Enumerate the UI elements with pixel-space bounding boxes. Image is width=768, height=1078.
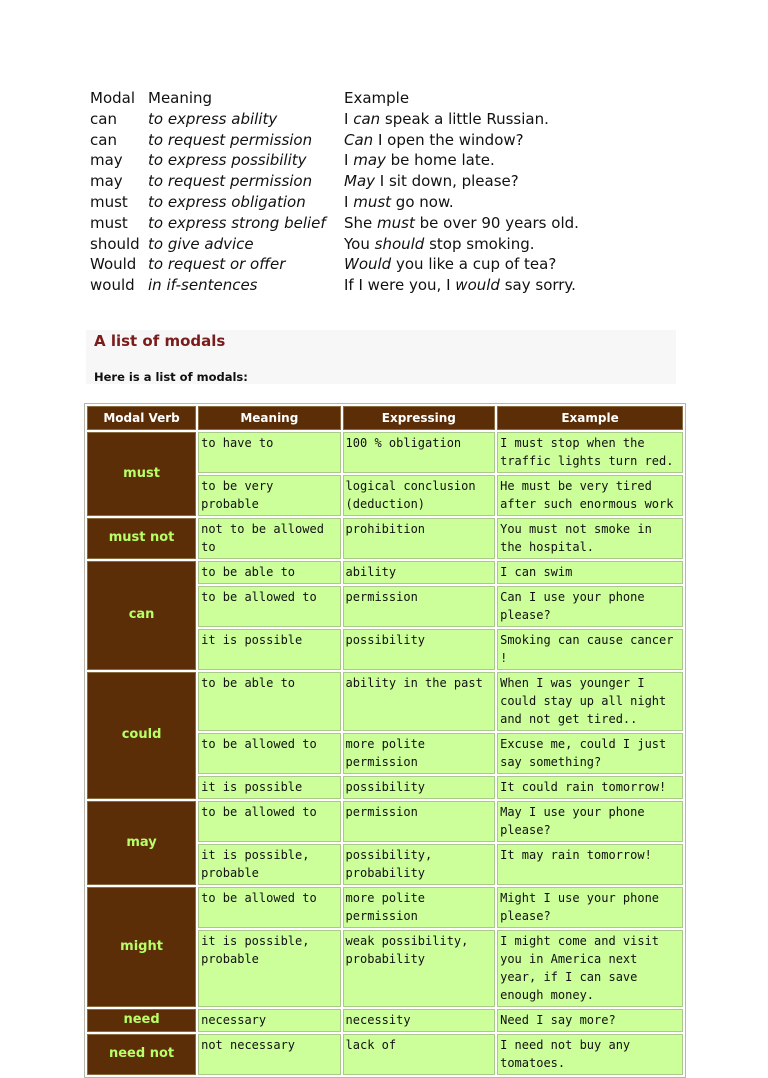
cell-expressing: possibility — [343, 776, 496, 799]
row-meaning: to give advice — [148, 234, 254, 253]
cell-expressing: permission — [343, 586, 496, 627]
example-pre: She — [344, 213, 378, 232]
row-example — [342, 192, 583, 213]
cell-expressing: ability in the past — [343, 672, 496, 731]
example-modal-emphasis: May — [344, 172, 376, 191]
top-table-row — [88, 192, 583, 213]
row-meaning: in if-sentences — [148, 276, 258, 295]
top-header-example: Example — [344, 89, 410, 107]
cell-meaning: not necessary — [198, 1034, 340, 1075]
header-meaning: Meaning — [198, 406, 340, 430]
cell-example: May I use your phone please? — [497, 801, 683, 842]
cell-example: When I was younger I could stay up all night and not get tired.. — [497, 672, 683, 731]
cell-meaning: necessary — [198, 1009, 340, 1032]
modal-verb-cell: may — [87, 801, 196, 885]
table-row — [87, 518, 683, 559]
cell-expressing: more polite permission — [343, 887, 496, 928]
cell-meaning: to be able to — [198, 672, 340, 731]
example-post: be over 90 years old. — [414, 213, 579, 232]
modal-verb-cell: need not — [87, 1034, 196, 1075]
table-row — [87, 887, 683, 928]
example-post: stop smoking. — [424, 234, 535, 253]
row-modal: should — [90, 234, 140, 253]
top-table-row — [88, 275, 583, 296]
table-row — [87, 801, 683, 842]
cell-meaning: to be allowed to — [198, 586, 340, 627]
cell-meaning: not to be allowed to — [198, 518, 340, 559]
cell-expressing: weak possibility, probability — [343, 930, 496, 1007]
modal-verb-cell: need — [87, 1009, 196, 1032]
cell-meaning: to have to — [198, 432, 340, 473]
row-example — [342, 109, 583, 130]
cell-expressing: prohibition — [343, 518, 496, 559]
example-pre: If I were you, I — [344, 276, 456, 295]
example-modal-emphasis: may — [353, 151, 386, 170]
cell-expressing: possibility, probability — [343, 844, 496, 885]
cell-meaning: it is possible — [198, 776, 340, 799]
example-pre: I — [344, 151, 354, 170]
row-modal: can — [90, 130, 117, 149]
example-post: I sit down, please? — [375, 172, 519, 191]
cell-meaning: it is possible — [198, 629, 340, 670]
header-modal-verb: Modal Verb — [87, 406, 196, 430]
cell-meaning: to be able to — [198, 561, 340, 584]
top-header-modal: Modal — [90, 89, 135, 107]
example-post: go now. — [391, 192, 454, 211]
cell-expressing: permission — [343, 801, 496, 842]
cell-example: Smoking can cause cancer ! — [497, 629, 683, 670]
row-modal: must — [90, 213, 128, 232]
cell-example: It may rain tomorrow! — [497, 844, 683, 885]
example-post: you like a cup of tea? — [391, 255, 557, 274]
row-modal: Would — [90, 255, 137, 274]
example-modal-emphasis: can — [353, 109, 381, 128]
modal-meaning-example-table — [88, 88, 583, 296]
modals-list-section — [86, 330, 676, 384]
header-example: Example — [497, 406, 683, 430]
row-example — [342, 254, 583, 275]
row-modal: may — [90, 151, 123, 170]
table-row — [87, 561, 683, 584]
modal-verb-cell: can — [87, 561, 196, 670]
cell-expressing: lack of — [343, 1034, 496, 1075]
top-table-row — [88, 213, 583, 234]
cell-meaning: it is possible, probable — [198, 844, 340, 885]
cell-example: He must be very tired after such enormous work — [497, 475, 683, 516]
example-post: I open the window? — [373, 130, 524, 149]
row-meaning: to express ability — [148, 109, 278, 128]
top-table-header-row — [88, 88, 583, 109]
modal-verbs-table — [84, 403, 686, 1078]
table-row — [87, 1034, 683, 1075]
modal-verb-cell: must — [87, 432, 196, 516]
example-post: be home late. — [385, 151, 495, 170]
example-pre: I — [344, 192, 354, 211]
table-row — [87, 432, 683, 473]
cell-meaning: to be allowed to — [198, 733, 340, 774]
cell-expressing: 100 % obligation — [343, 432, 496, 473]
row-example — [342, 275, 583, 296]
top-table-row — [88, 171, 583, 192]
example-post: say sorry. — [499, 276, 576, 295]
example-pre: You — [344, 234, 375, 253]
top-table-row — [88, 109, 583, 130]
row-meaning: to express obligation — [148, 192, 306, 211]
row-modal: would — [90, 276, 135, 295]
cell-example: I can swim — [497, 561, 683, 584]
top-header-meaning: Meaning — [148, 89, 213, 107]
header-expressing: Expressing — [343, 406, 496, 430]
top-table-row — [88, 150, 583, 171]
section-intro: Here is a list of modals: — [94, 370, 248, 384]
cell-example: I must stop when the traffic lights turn red. — [497, 432, 683, 473]
row-meaning: to express possibility — [148, 151, 307, 170]
row-modal: can — [90, 109, 117, 128]
cell-meaning: it is possible, probable — [198, 930, 340, 1007]
row-modal: must — [90, 192, 128, 211]
example-modal-emphasis: Would — [344, 255, 392, 274]
example-pre: I — [344, 109, 354, 128]
row-modal: may — [90, 172, 123, 191]
cell-example: I might come and visit you in America next year, if I can save enough money. — [497, 930, 683, 1007]
cell-expressing: more polite permission — [343, 733, 496, 774]
modal-verb-cell: must not — [87, 518, 196, 559]
example-modal-emphasis: Can — [344, 130, 374, 149]
modal-verb-cell: might — [87, 887, 196, 1007]
cell-expressing: logical conclusion (deduction) — [343, 475, 496, 516]
top-table-row — [88, 234, 583, 255]
row-meaning: to request permission — [148, 172, 313, 191]
row-meaning: to express strong belief — [148, 213, 326, 232]
cell-meaning: to be allowed to — [198, 887, 340, 928]
cell-expressing: possibility — [343, 629, 496, 670]
example-modal-emphasis: should — [374, 234, 425, 253]
top-table-row — [88, 130, 583, 151]
cell-example: Can I use your phone please? — [497, 586, 683, 627]
section-title: A list of modals — [94, 332, 226, 350]
row-example — [342, 130, 583, 151]
example-modal-emphasis: must — [353, 192, 392, 211]
example-post: speak a little Russian. — [380, 109, 549, 128]
cell-expressing: necessity — [343, 1009, 496, 1032]
modal-table-header-row — [87, 406, 683, 430]
row-meaning: to request or offer — [148, 255, 286, 274]
cell-meaning: to be allowed to — [198, 801, 340, 842]
cell-example: Might I use your phone please? — [497, 887, 683, 928]
row-example — [342, 171, 583, 192]
row-example — [342, 213, 583, 234]
cell-example: Excuse me, could I just say something? — [497, 733, 683, 774]
cell-example: Need I say more? — [497, 1009, 683, 1032]
row-example — [342, 234, 583, 255]
example-modal-emphasis: would — [455, 276, 500, 295]
cell-example: You must not smoke in the hospital. — [497, 518, 683, 559]
top-table-row — [88, 254, 583, 275]
row-meaning: to request permission — [148, 130, 313, 149]
table-row — [87, 1009, 683, 1032]
table-row — [87, 672, 683, 731]
cell-example: I need not buy any tomatoes. — [497, 1034, 683, 1075]
example-modal-emphasis: must — [377, 213, 415, 232]
row-example — [342, 150, 583, 171]
cell-expressing: ability — [343, 561, 496, 584]
modal-verb-cell: could — [87, 672, 196, 799]
cell-meaning: to be very probable — [198, 475, 340, 516]
cell-example: It could rain tomorrow! — [497, 776, 683, 799]
